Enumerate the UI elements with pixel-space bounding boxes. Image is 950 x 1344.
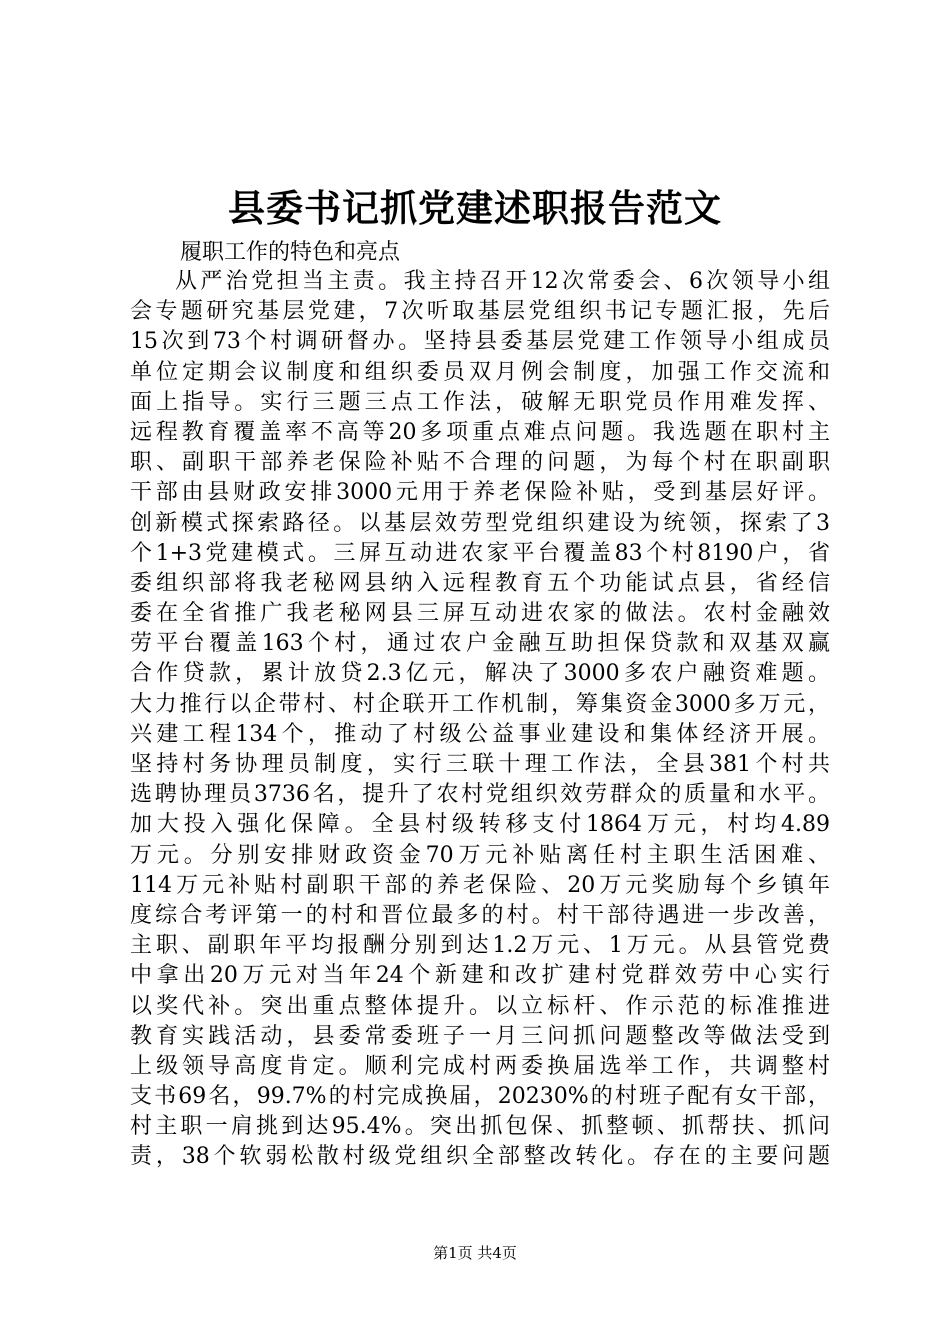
text-line: 15次到73个村调研督办。坚持县委基层党建工作领导小组成员 [130,329,830,355]
text-line: 劳平台覆盖163个村，通过农户金融互助担保贷款和双基双赢 [130,631,830,657]
section-subheading: 履职工作的特色和亮点 [180,240,401,265]
text-line: 选聘协理员3736名，提升了农村党组织效劳群众的质量和水平。 [130,782,830,808]
text-line: 远程教育覆盖率不高等20多项重点难点问题。我选题在职村主 [130,419,830,445]
text-line: 委在全省推广我老秘网县三屏互动进农家的做法。农村金融效 [130,601,830,627]
text-line: 委组织部将我老秘网县纳入远程教育五个功能试点县，省经信 [130,570,830,596]
body-paragraph [130,267,830,1173]
text-line: 合作贷款，累计放贷2.3亿元，解决了3000多农户融资难题。 [130,661,830,687]
text-line: 坚持村务协理员制度，实行三联十理工作法，全县381个村共 [130,752,830,777]
text-line: 责，38个软弱松散村级党组织全部整改转化。存在的主要问题 [130,1144,830,1170]
text-line: 个1+3党建模式。三屏互动进农家平台覆盖83个村8190户，省 [130,540,830,566]
page-footer: 第1页 共4页 [433,1244,517,1262]
text-line: 中拿出20万元对当年24个新建和改扩建村党群效劳中心实行 [130,963,830,989]
text-line: 创新模式探索路径。以基层效劳型党组织建设为统领，探索了3 [130,510,830,536]
text-line: 村主职一肩挑到达95.4%。突出抓包保、抓整顿、抓帮扶、抓问 [130,1114,830,1140]
text-line: 教育实践活动，县委常委班子一月三问抓问题整改等做法受到 [130,1023,830,1049]
text-line: 面上指导。实行三题三点工作法，破解无职党员作用难发挥、 [130,389,830,415]
text-line: 加大投入强化保障。全县村级转移支付1864万元，村均4.89 [130,812,830,838]
text-line: 114万元补贴村副职干部的养老保险、20万元奖励每个乡镇年 [130,872,830,898]
text-line: 万元。分别安排财政资金70万元补贴离任村主职生活困难、 [130,842,830,868]
text-line: 从严治党担当主责。我主持召开12次常委会、6次领导小组 [175,269,830,294]
text-line: 上级领导高度肯定。顺利完成村两委换届选举工作，共调整村 [130,1053,830,1079]
text-line: 度综合考评第一的村和晋位最多的村。村干部待遇进一步改善， [130,902,830,928]
text-line: 大力推行以企带村、村企联开工作机制，筹集资金3000多万元， [130,691,830,717]
text-line: 主职、副职年平均报酬分别到达1.2万元、1万元。从县管党费 [130,933,830,959]
text-line: 职、副职干部养老保险补贴不合理的问题，为每个村在职副职 [130,450,830,476]
text-line: 干部由县财政安排3000元用于养老保险补贴，受到基层好评。 [130,480,830,506]
text-line: 单位定期会议制度和组织委员双月例会制度，加强工作交流和 [130,359,830,385]
text-line: 支书69名，99.7%的村完成换届，20230%的村班子配有女干部， [130,1084,830,1110]
document-title: 县委书记抓党建述职报告范文 [228,186,722,230]
text-line: 兴建工程134个，推动了村级公益事业建设和集体经济开展。 [130,721,830,747]
text-line: 以奖代补。突出重点整体提升。以立标杆、作示范的标准推进 [130,993,830,1019]
text-line: 会专题研究基层党建，7次听取基层党组织书记专题汇报，先后 [130,299,830,325]
